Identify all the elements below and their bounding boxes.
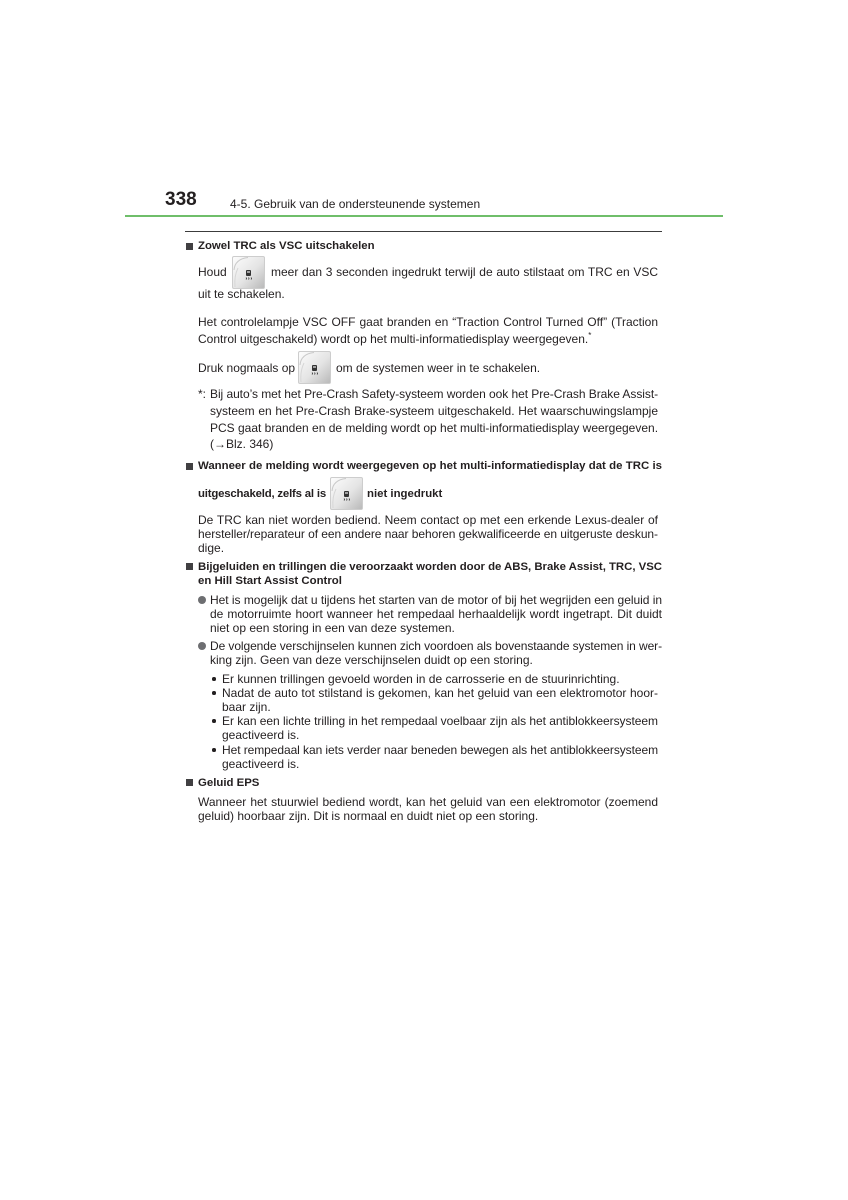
sub-item-line: baar zijn. <box>222 700 271 714</box>
body-text-line: Wanneer het stuurwiel bediend wordt, kan het geluid van een elektromotor (zoemend <box>198 795 658 809</box>
sub-item-line: Er kan een lichte trilling in het rempedaal voelbaar zijn als het antiblokkeersysteem <box>222 714 659 728</box>
vsc-off-switch-icon <box>330 477 363 510</box>
list-item-line: Het is mogelijk dat u tijdens het starten van de motor of bij het wegrijden een geluid in <box>210 593 663 607</box>
body-text-line: om de systemen weer in te schakelen. <box>336 361 541 375</box>
section-heading: uitgeschakeld, zelfs al is <box>198 488 326 500</box>
section-heading: niet ingedrukt <box>367 488 443 500</box>
sub-item-line: Het rempedaal kan iets verder naar beneden bewegen als het antiblokkeersysteem <box>222 743 659 757</box>
cross-reference: (→Blz. 346) <box>210 437 274 451</box>
list-item-line: king zijn. Geen van deze verschijnselen duidt op een storing. <box>210 653 533 667</box>
body-text-line: Het controlelampje VSC OFF gaat branden en “Traction Control Turned Off” (Traction <box>198 315 658 329</box>
footnote-line: systeem en het Pre-Crash Brake-systeem uitgeschakeld. Het waarschuwingslampje <box>210 404 658 418</box>
vsc-off-switch-icon <box>298 351 331 384</box>
circle-bullet-icon <box>198 596 206 604</box>
page-number: 338 <box>165 189 197 210</box>
sub-item-line: geactiveerd is. <box>222 728 300 742</box>
square-marker-icon <box>186 243 193 250</box>
circle-bullet-icon <box>198 642 206 650</box>
footnote-line: Bij auto’s met het Pre-Crash Safety-systeem worden ook het Pre-Crash Brake Assist- <box>210 387 659 401</box>
sub-item-line: Nadat de auto tot stilstand is gekomen, kan het geluid van een elektromotor hoor- <box>222 686 658 700</box>
body-text-line: hersteller/reparateur of een andere naar behoren gekwalificeerde en uitgeruste deskun- <box>198 527 658 541</box>
dot-bullet-icon <box>212 719 216 723</box>
dot-bullet-icon <box>212 677 216 681</box>
section-heading: Geluid EPS <box>198 777 260 789</box>
body-text-line: meer dan 3 seconden ingedrukt terwijl de auto stilstaat om TRC en VSC <box>271 265 658 279</box>
square-marker-icon <box>186 563 193 570</box>
body-text-line: dige. <box>198 541 225 555</box>
list-item-line: de motorruimte hoort wanneer het rempedaal herhaaldelijk wordt ingetrapt. Dit duidt <box>210 607 662 621</box>
vsc-off-switch-icon <box>232 256 265 289</box>
dot-bullet-icon <box>212 691 216 695</box>
content-top-rule <box>185 231 662 232</box>
square-marker-icon <box>186 779 193 786</box>
dot-bullet-icon <box>212 748 216 752</box>
section-title: 4-5. Gebruik van de ondersteunende systemen <box>230 197 481 211</box>
body-text: Control uitgeschakeld) wordt op het multi-informatiedisplay weergegeven. <box>198 332 589 346</box>
section-heading: Bijgeluiden en trillingen die veroorzaakt worden door de ABS, Brake Assist, TRC, VSC <box>198 561 662 573</box>
header-accent-rule <box>125 215 723 217</box>
body-text-line: geluid) hoorbaar zijn. Dit is normaal en duidt niet op een storing. <box>198 809 539 823</box>
list-item-line: De volgende verschijnselen kunnen zich voordoen als bovenstaande systemen in wer- <box>210 639 662 653</box>
body-text-line: uit te schakelen. <box>198 287 285 301</box>
sub-item-line: Er kunnen trillingen gevoeld worden in de carrosserie en de stuurinrichting. <box>222 672 620 686</box>
body-text-line: De TRC kan niet worden bediend. Neem contact op met een erkende Lexus-dealer of <box>198 513 658 527</box>
footnote-reference: * <box>588 331 592 340</box>
section-heading: en Hill Start Assist Control <box>198 575 342 587</box>
body-text-line <box>198 332 591 346</box>
footnote-marker: *: <box>198 387 207 401</box>
body-text-line: Druk nogmaals op <box>198 361 295 375</box>
list-item-line: niet op een storing in een van deze systemen. <box>210 621 455 635</box>
section-heading: Zowel TRC als VSC uitschakelen <box>198 240 375 252</box>
body-text-line: Houd <box>198 265 227 279</box>
section-heading: Wanneer de melding wordt weergegeven op het multi-informatiedisplay dat de TRC is <box>198 460 663 472</box>
footnote-line: PCS gaat branden en de melding wordt op het multi-informatiedisplay weergegeven. <box>210 421 659 435</box>
square-marker-icon <box>186 463 193 470</box>
sub-item-line: geactiveerd is. <box>222 757 300 771</box>
